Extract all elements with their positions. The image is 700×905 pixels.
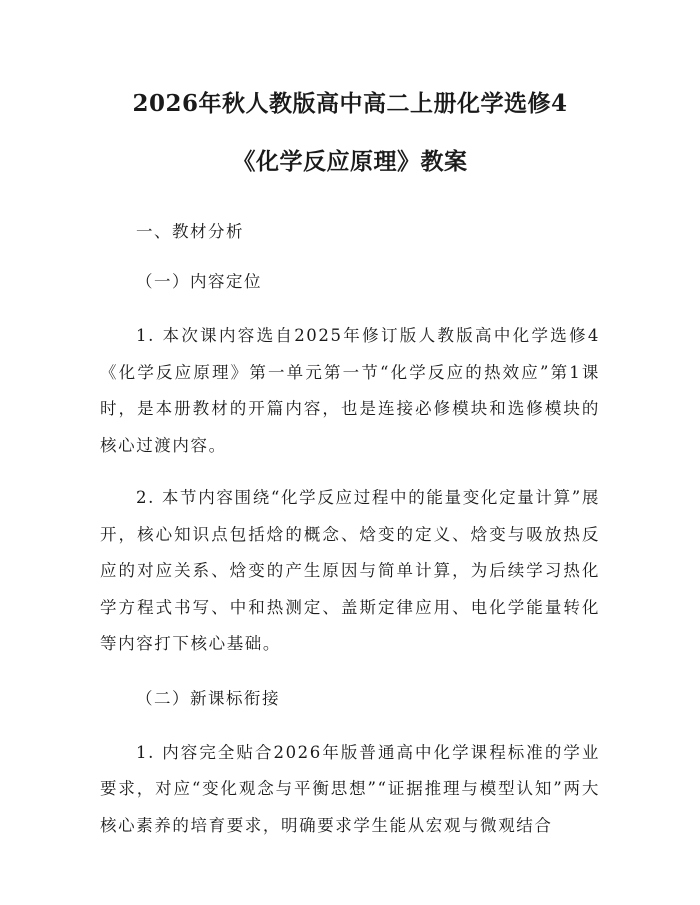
- subsection-heading-content-positioning: （一）内容定位: [136, 272, 262, 291]
- paragraph: 1. 本次课内容选自2025年修订版人教版高中化学选修4《化学反应原理》第一单元第一节“化学反应的热效应”第1课时，是本册教材的开篇内容，也是连接必修模块和选修模块的核心过渡内容。: [100, 326, 600, 455]
- paragraph: 2. 本节内容围绕“化学反应过程中的能量变化定量计算”展开，核心知识点包括焓的概念、焓变的定义、焓变与吸放热反应的对应关系、焓变的产生原因与简单计算，为后续学习热化学方程式书写、中和热测定、盖斯定律应用、电化学能量转化等内容打下核心基础。: [100, 488, 600, 653]
- subsection-heading-curriculum-link: （二）新课标衔接: [136, 688, 280, 708]
- document-title-line2: 《化学反应原理》教案: [232, 148, 468, 175]
- section-heading-textbook-analysis: 一、教材分析: [136, 222, 244, 241]
- document-title: [100, 78, 600, 188]
- document-title-line1: 2026年秋人教版高中高二上册化学选修4: [132, 90, 568, 117]
- paragraph: 1. 内容完全贴合2026年版普通高中化学课程标准的学业要求，对应“变化观念与平衡思想”“证据推理与模型认知”两大核心素养的培育要求，明确要求学生能从宏观与微观结合: [100, 742, 600, 835]
